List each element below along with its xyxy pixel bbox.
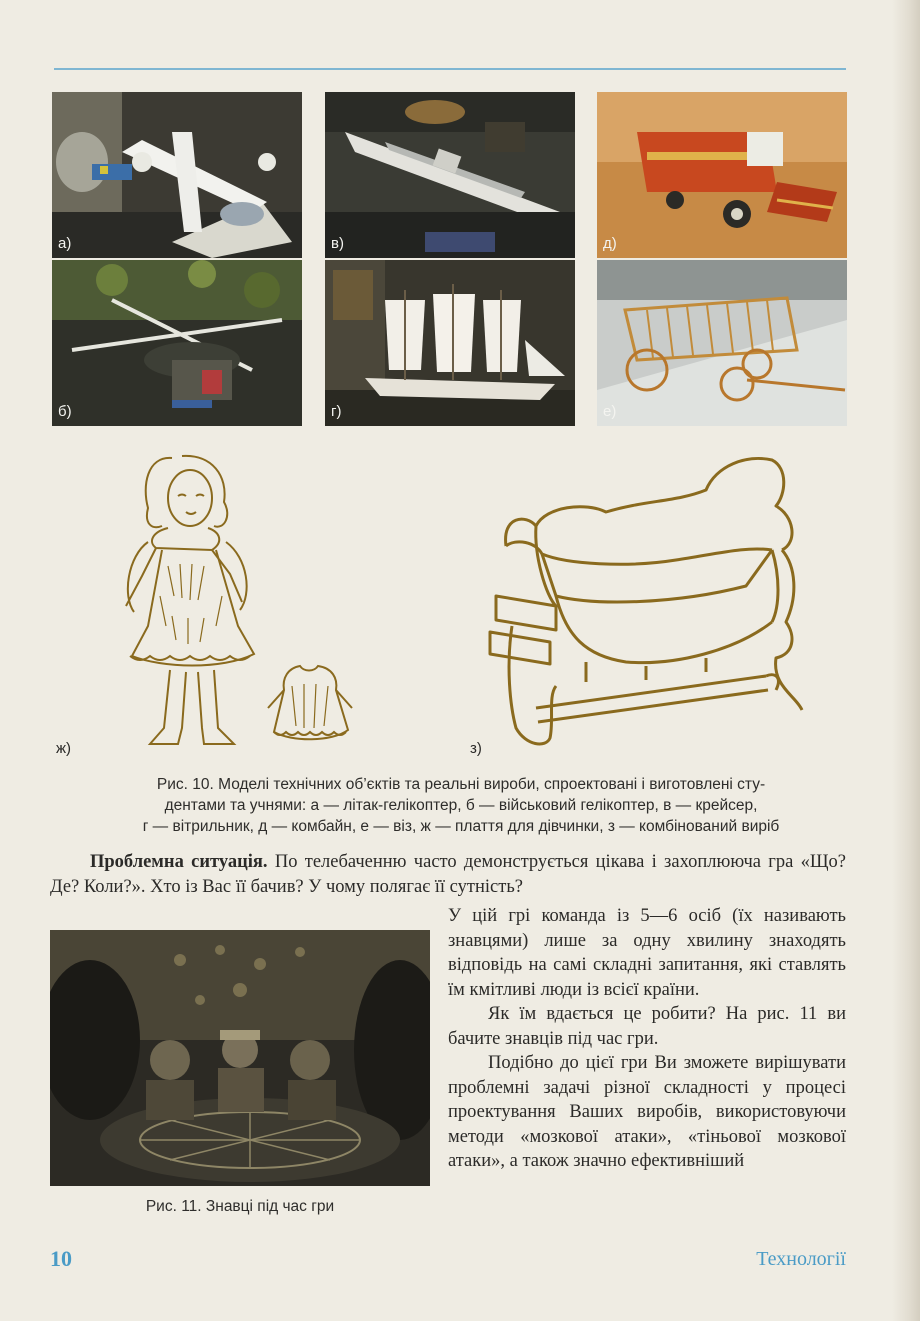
- drawing-label-z: з): [470, 740, 482, 757]
- photo-sailing-ship: [325, 260, 575, 426]
- photo-combine-harvester: [597, 92, 847, 258]
- photo-cart: [597, 260, 847, 426]
- photo-label-e: е): [603, 403, 617, 420]
- photo-label-d: д): [603, 235, 617, 252]
- figure-10-caption: [46, 774, 876, 837]
- intro-paragraph: [50, 850, 846, 899]
- photo-label-b: б): [58, 403, 72, 420]
- paragraph-methods: Подібно до цієї гри Ви зможете вирішувати проблемні задачі різної складності у процесі проектування Ваших виробів, використовуючи методи «мозкової атаки», «тіньової мозкової атаки», а також значно ефективніший: [448, 1053, 846, 1171]
- drawing-girl-dress: [52, 446, 372, 764]
- section-title: Технології: [756, 1248, 846, 1270]
- page-number: 10: [50, 1246, 72, 1271]
- intro-text: По телебаченню часто демонструється цікава і захоплююча гра «Що? Де? Коли?». Хто із Вас її бачив? У чому полягає її сутність?: [50, 852, 846, 897]
- photo-cruiser: [325, 92, 575, 258]
- figure-11-caption: Рис. 11. Знавці під час гри: [145, 1198, 335, 1215]
- caption-line: г — вітрильник, д — комбайн, е — віз, ж — плаття для дівчинки, з — комбінований виріб: [142, 818, 780, 835]
- paragraph-question: Як їм вдається це робити? На рис. 11 ви бачите знавців під час гри.: [448, 1004, 846, 1049]
- photo-label-v: в): [331, 235, 344, 252]
- header-rule: [54, 68, 846, 70]
- photo-military-helicopter: [52, 260, 302, 426]
- caption-line: Рис. 10. Моделі технічних об’єктів та реальні вироби, спроектовані і виготовлені сту-: [156, 776, 766, 793]
- photo-experts-during-game: [50, 930, 430, 1186]
- drawing-label-zh: ж): [56, 740, 72, 757]
- photo-label-a: а): [58, 235, 72, 252]
- caption-line: дентами та учнями: а — літак-гелікоптер, б — військовий гелікоптер, в — крейсер,: [164, 797, 758, 814]
- page-edge: [892, 0, 920, 1321]
- paragraph-game-description: У цій грі команда із 5—6 осіб (їх називають знавцями) лише за одну хвилину знаходять відповідь на самі складні запитання, які ставлять їм кмітливі люди із всієї країни.: [448, 906, 846, 1000]
- photo-label-g: г): [331, 403, 342, 420]
- photo-airplane-helicopter: [52, 92, 302, 258]
- right-column-text: [448, 904, 846, 1174]
- problem-situation-heading: Проблемна ситуація.: [90, 852, 268, 872]
- drawing-combined-product: [476, 446, 816, 764]
